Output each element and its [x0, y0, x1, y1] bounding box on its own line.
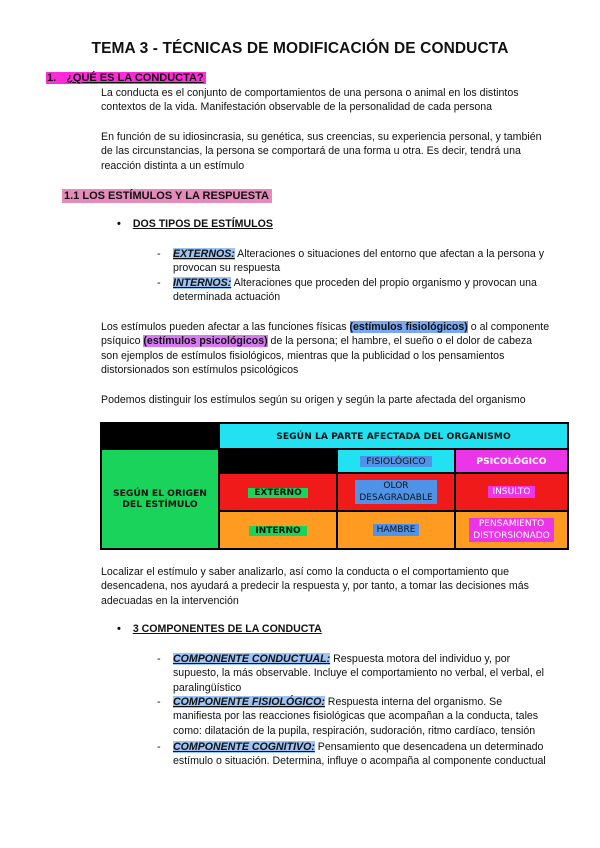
table-cell-pensamiento	[455, 511, 568, 549]
bullet-icon: •	[117, 623, 121, 635]
text-span: EXTERNO	[248, 488, 308, 498]
paragraph-idiosincrasia	[101, 130, 541, 173]
text-span: Respuesta interna del organismo. Se	[324, 696, 503, 708]
text-span: INTERNO	[249, 526, 306, 536]
text-line: como: dilatación de la pupila, respiración, sudoración, ritmo cardíaco, tensión	[173, 724, 536, 737]
text-line: adecuadas en la intervención	[101, 594, 239, 607]
text-line: DESAGRADABLE	[359, 493, 433, 503]
text-span	[469, 518, 554, 542]
list-item-internos-text	[173, 276, 573, 305]
table-black-cell	[219, 449, 337, 473]
text-span: psíquico	[101, 335, 144, 348]
table-cell-olor	[337, 473, 455, 511]
list-item-fisiologico-text	[173, 695, 573, 738]
dash-icon: -	[157, 696, 161, 708]
text-span	[355, 480, 436, 504]
bullet-dos-tipos	[117, 218, 273, 230]
list-item-cognitivo-text	[173, 740, 573, 769]
table-cell-insulto	[455, 473, 568, 511]
dash-icon: -	[157, 277, 161, 289]
stimulus-matrix-table	[100, 422, 569, 550]
text-line: contextos de la vida. Manifestación observable de la personalidad de cada persona	[101, 101, 493, 114]
dash-icon: -	[157, 741, 161, 753]
text-line: supuesto, la más observable. Incluye el comportamiento no verbal, el verbal, el	[173, 667, 544, 680]
text-line: provocan su respuesta	[173, 262, 281, 275]
section-title: ¿QUÉ ES LA CONDUCTA?	[66, 72, 204, 84]
term-fisiologico: COMPONENTE FISIOLÓGICO:	[173, 696, 325, 708]
text-line: estímulo o situación. Determina, influye o acompaña al componente conductual	[173, 755, 546, 768]
text-line: paralingüístico	[173, 681, 242, 694]
section-number: 1.	[47, 72, 57, 84]
text-span: Los estímulos pueden afectar a las funciones físicas	[101, 321, 350, 333]
paragraph-distinguir: Podemos distinguir los estímulos según su origen y según la parte afectada del organismo	[101, 394, 526, 406]
text-span: de la persona; el hambre, el sueño o el dolor de cabeza	[267, 335, 533, 348]
highlight-psicologicos: (estímulos psicológicos)	[143, 335, 268, 348]
list-item-conductual-text	[173, 652, 573, 695]
table-cell-interno	[219, 511, 337, 549]
list-item-externos-text	[173, 247, 573, 276]
text-line: reacción distinta a un estímulo	[101, 159, 245, 172]
list-item-externos	[157, 247, 161, 261]
table-cell-hambre	[337, 511, 455, 549]
list-item-cognitivo	[157, 740, 161, 754]
section-heading-1-1: 1.1 LOS ESTÍMULOS Y LA RESPUESTA	[62, 189, 272, 203]
table-column-header: SEGÚN LA PARTE AFECTADA DEL ORGANISMO	[219, 423, 568, 449]
bullet-label: 3 COMPONENTES DE LA CONDUCTA	[132, 623, 322, 635]
bullet-componentes	[117, 623, 322, 635]
paragraph-localizar	[101, 565, 529, 608]
text-line: DISTORSIONADO	[473, 531, 550, 541]
text-line: de las circunstancias, la persona se comportará de una forma u otra. Es decir, tendrá una	[101, 145, 521, 158]
text-span: Alteraciones que proceden del propio organismo y provocan una	[231, 277, 537, 289]
paragraph-conducta	[101, 86, 519, 115]
section-heading-1	[46, 72, 206, 84]
text-line: En función de su idiosincrasia, su genética, sus creencias, su experiencia personal, y también	[101, 131, 542, 143]
text-span: o al componente	[467, 321, 550, 333]
list-item-conductual	[157, 652, 161, 666]
text-span: FISIOLÓGICO	[360, 456, 431, 467]
text-line: determinada actuación	[173, 291, 281, 304]
page-title: TEMA 3 - TÉCNICAS DE MODIFICACIÓN DE CONDUCTA	[91, 40, 509, 57]
text-span: INSULTO	[488, 486, 534, 498]
table-header-fisiologico	[337, 449, 455, 473]
highlight-fisiologicos: (estímulos fisiológicos)	[349, 321, 468, 333]
text-line: SEGÚN EL ORIGEN	[113, 488, 207, 499]
text-span: Respuesta motora del individuo y, por	[330, 653, 511, 665]
dash-icon: -	[157, 653, 161, 665]
text-line: La conducta es el conjunto de comportamientos de una persona o animal en los distintos	[101, 87, 519, 99]
bullet-label: DOS TIPOS DE ESTÍMULOS	[132, 218, 273, 230]
text-span: HAMBRE	[373, 524, 420, 536]
paragraph-estimulos	[101, 320, 549, 377]
table-header-psicologico	[455, 449, 568, 473]
text-line: OLOR	[383, 481, 409, 491]
term-externos: EXTERNOS:	[173, 248, 235, 260]
text-span: Pensamiento que desencadena un determinado	[314, 741, 544, 753]
table-cell-externo	[219, 473, 337, 511]
list-item-internos	[157, 276, 161, 290]
table-row-header	[101, 449, 219, 549]
text-line: Localizar el estímulo y saber analizarlo, así como la conducta o el comportamiento que	[101, 566, 510, 578]
term-internos: INTERNOS:	[173, 277, 232, 289]
text-line: desencadena, nos ayudará a predecir la respuesta y, por tanto, a tomar las decisiones más	[101, 580, 529, 593]
term-cognitivo: COMPONENTE COGNITIVO:	[173, 741, 315, 753]
text-span: PSICOLÓGICO	[470, 456, 552, 467]
bullet-icon: •	[117, 218, 121, 230]
text-line: DEL ESTÍMULO	[122, 499, 198, 510]
term-conductual: COMPONENTE CONDUCTUAL:	[173, 653, 331, 665]
list-item-fisiologico	[157, 695, 161, 709]
text-line: distorsionados son estímulos psicológicos	[101, 363, 299, 376]
text-span: Alteraciones o situaciones del entorno que afectan a la persona y	[234, 248, 545, 260]
dash-icon: -	[157, 248, 161, 260]
text-line: son ejemplos de estímulos fisiológicos, mientras que la publicidad o los pensamientos	[101, 349, 505, 362]
text-line: manifiesta por las reacciones fisiológicas que acompañan a la conducta, tales	[173, 710, 539, 723]
table-corner-cell	[101, 423, 219, 449]
text-line: PENSAMIENTO	[478, 519, 545, 529]
